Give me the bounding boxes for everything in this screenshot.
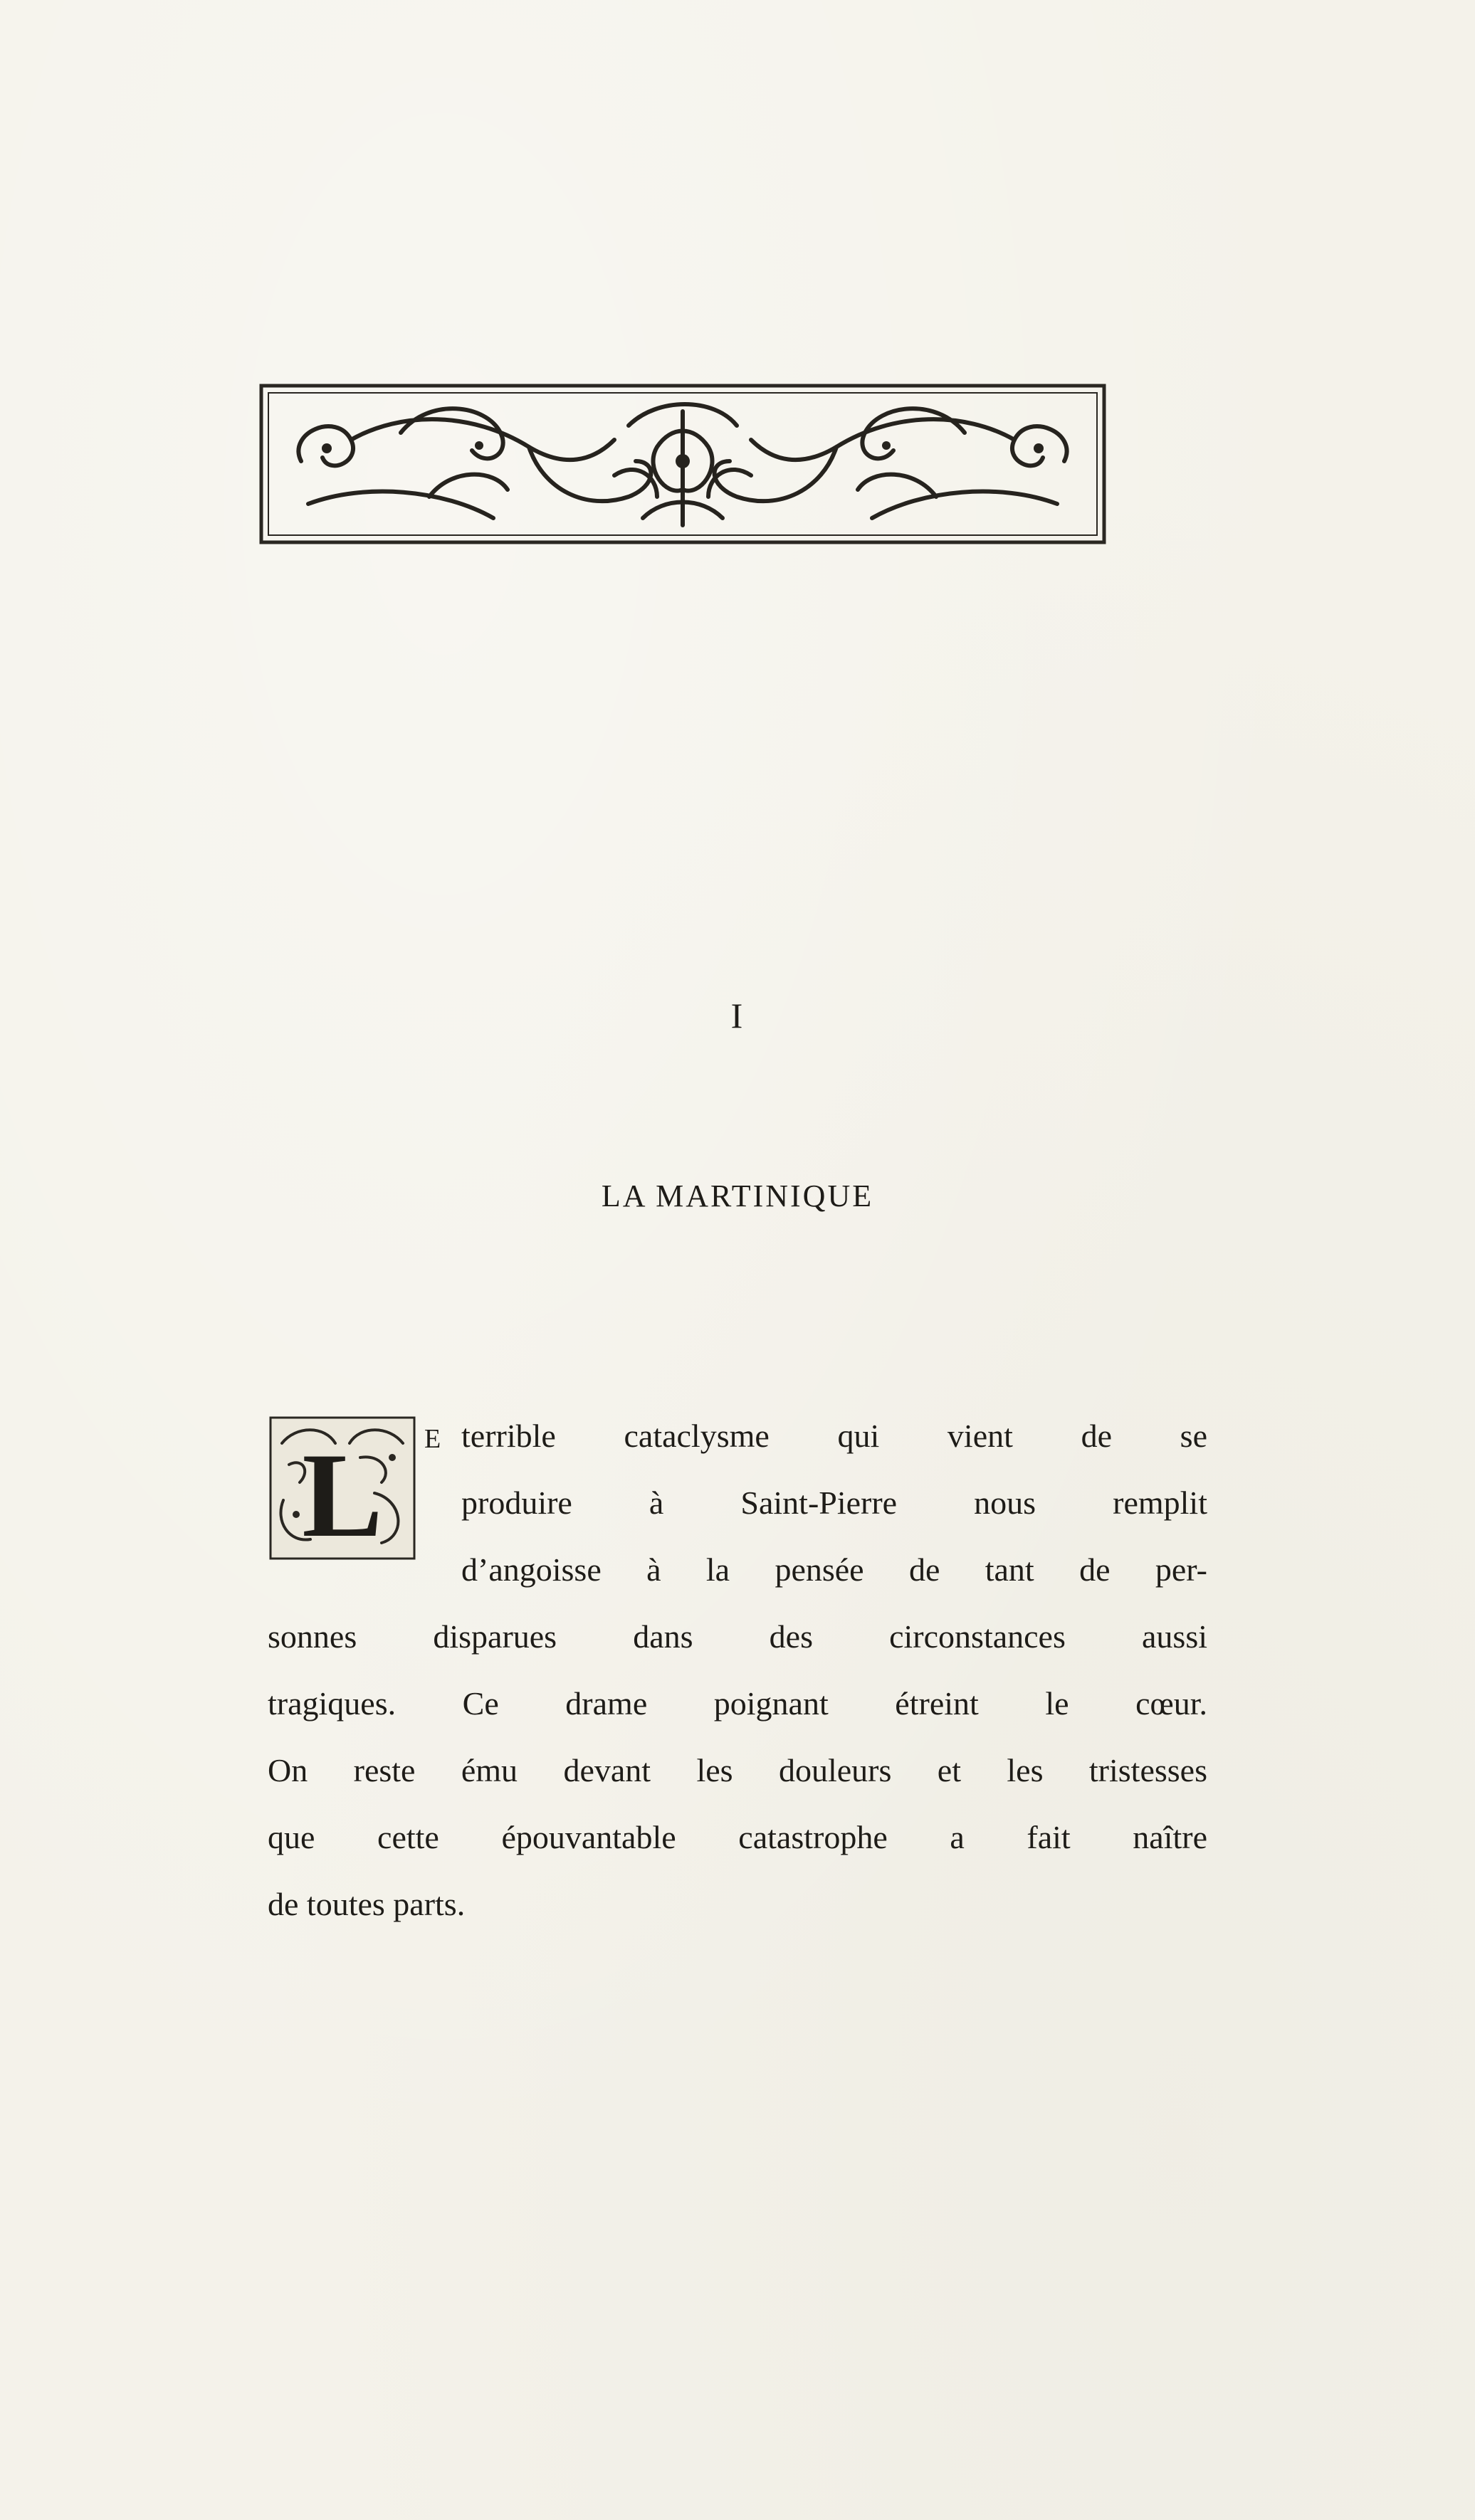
ornament-illustration [258, 383, 1107, 545]
body-line: d’angoisse à la pensée de tant de per- [461, 1551, 1207, 1588]
body-line: terrible cataclysme qui vient de se [461, 1418, 1207, 1454]
ornamental-headpiece [258, 383, 1107, 545]
dropcap-ornament [268, 1415, 417, 1561]
dropcap-letter: L [302, 1428, 383, 1561]
chapter-title: LA MARTINIQUE [601, 1179, 874, 1213]
body-line: produire à Saint-Pierre nous remplit [461, 1485, 1207, 1521]
body-line: sonnes disparues dans des circonstances aussi [268, 1618, 1207, 1655]
first-word-rest: E [424, 1424, 443, 1454]
body-line: On reste ému devant les douleurs et les tristesses [268, 1752, 1207, 1788]
body-line-last: de toutes parts. [268, 1886, 466, 1922]
decorated-initial [268, 1415, 417, 1561]
body-line: que cette épouvantable catastrophe a fait naître [268, 1819, 1207, 1855]
body-line: tragiques. Ce drame poignant étreint le cœur. [268, 1685, 1207, 1722]
chapter-number: I [730, 996, 745, 1035]
